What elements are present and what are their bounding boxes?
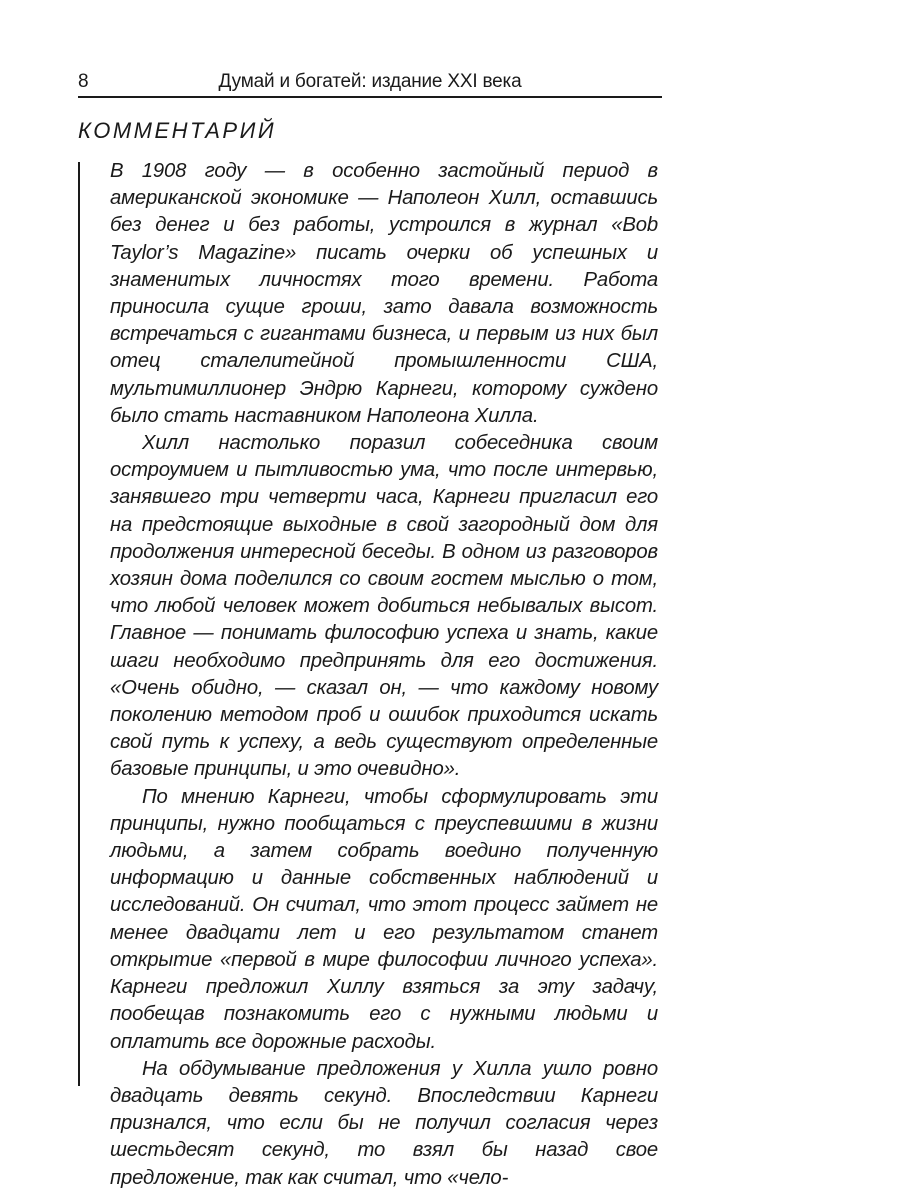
page-number: 8 bbox=[78, 71, 89, 92]
header-rule bbox=[78, 96, 662, 98]
running-title: Думай и богатей: издание XXI века bbox=[218, 71, 522, 92]
paragraph-4: На обдумывание предложения у Хилла ушло ровно двадцать девять секунд. Впоследствии Карнеги признался, что если бы не получил согласия через шестьдесят секунд, то взял бы назад свое предложение, так как считал, что «чело- bbox=[110, 1057, 658, 1189]
paragraph-2: Хилл настолько поразил собеседника своим остроумием и пытливостью ума, что после интервью, занявшего три четверти часа, Карнеги пригласил его на предстоящие выходные в свой загородный дом для продолжения интересной беседы. В одном из разговоров хозяин дома поделился со своим гостем мыслью о том, что любой человек может добиться небывалых высот. Главное — понимать философию успеха и знать, какие шаги необходимо предпринять для его достижения. «Очень обидно, — сказал он, — что каждому новому поколению методом проб и ошибок приходится искать свой путь к успеху, а ведь существуют определенные базовые принципы, и это очевидно». bbox=[110, 432, 658, 781]
section-heading: КОММЕНТАРИЙ bbox=[78, 118, 277, 143]
paragraph-3: По мнению Карнеги, чтобы сформулировать эти принципы, нужно пообщаться с преуспевшими в жизни людьми, а затем собрать воедино полученную информацию и данные собственных наблюдений и исследований. Он считал, что этот процесс займет не менее двадцати лет и его результатом станет открытие «первой в мире философии личного успеха». Карнеги предложил Хиллу взяться за эту задачу, пообещав познакомить его с нужными людьми и оплатить все дорожные расходы. bbox=[110, 785, 658, 1053]
comment-body bbox=[110, 158, 658, 1192]
paragraph-1: В 1908 году — в особенно застойный период в американской экономике — Наполеон Хилл, оставшись без денег и без работы, устроился в журнал «Bob Taylor’s Magazine» писать очерки об успешных и знаменитых личностях того времени. Работа приносила сущие гроши, зато давала возможность встречаться с гигантами бизнеса, и первым из них был отец сталелитейной промышленности США, мультимиллионер Эндрю Карнеги, которому суждено было стать наставником Наполеона Хилла. bbox=[110, 160, 658, 427]
side-rule bbox=[78, 162, 80, 1086]
